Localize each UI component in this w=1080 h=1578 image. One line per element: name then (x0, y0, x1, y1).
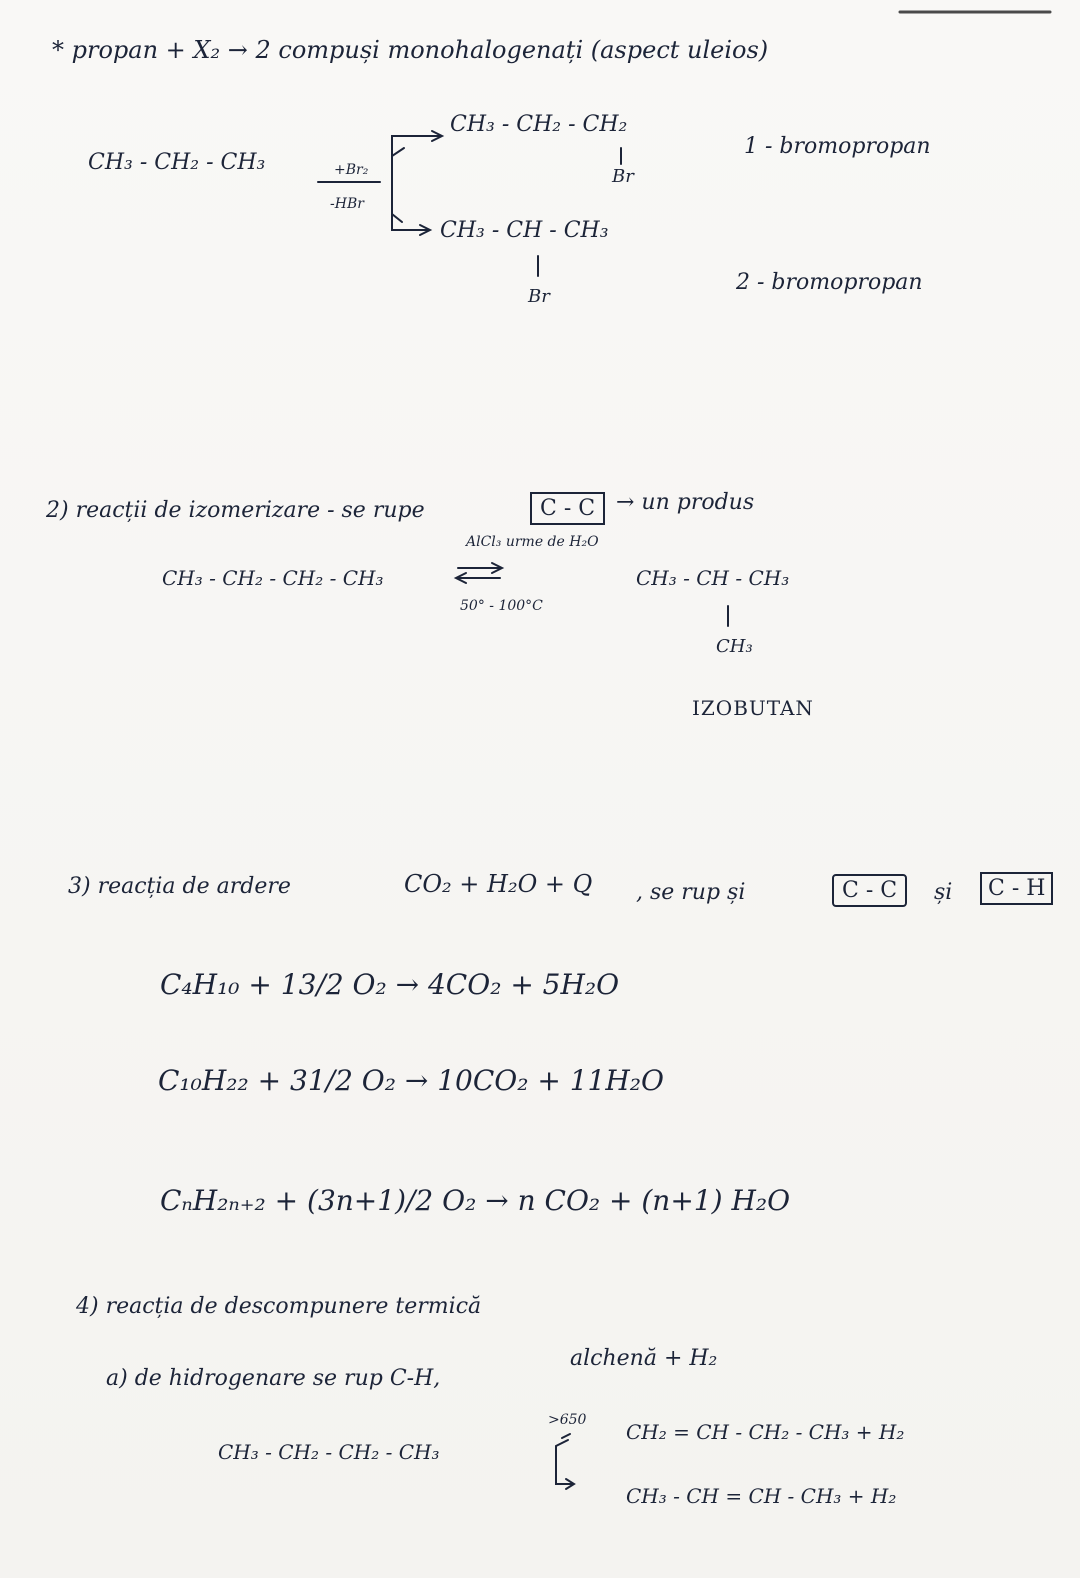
isobutane-name: IZOBUTAN (692, 696, 814, 720)
section2-title: 2) reacții de izomerizare - se rupe (46, 498, 425, 523)
isobutane-substituent: CH₃ (716, 636, 753, 657)
equation-decane: C₁₀H₂₂ + 31/2 O₂ → 10CO₂ + 11H₂O (158, 1064, 664, 1097)
catalyst-label: AlCl₃ urme de H₂O (466, 534, 599, 550)
condition-temperature: >650 (548, 1412, 587, 1428)
combustion-products: CO₂ + H₂O + Q (404, 870, 593, 898)
propane-formula: CH₃ - CH₂ - CH₃ (88, 150, 266, 175)
section4-sub-a: a) de hidrogenare se rup C-H, (106, 1366, 441, 1391)
product2-substituent: Br (528, 286, 550, 307)
reagent-br2: +Br₂ (334, 162, 369, 178)
section3-title: 3) reacția de ardere (68, 874, 291, 899)
equation-butane: C₄H₁₀ + 13/2 O₂ → 4CO₂ + 5H₂O (160, 968, 620, 1001)
temperature-label: 50° - 100°C (460, 598, 543, 614)
butane-reactant: CH₃ - CH₂ - CH₂ - CH₃ (218, 1440, 440, 1464)
product1-substituent: Br (612, 166, 634, 187)
section2-title-suffix: → un produs (616, 490, 755, 515)
product2-name: 2 - bromopropan (736, 270, 923, 295)
butane-formula: CH₃ - CH₂ - CH₂ - CH₃ (162, 566, 384, 590)
butene-2-product: CH₃ - CH = CH - CH₃ + H₂ (626, 1484, 897, 1508)
section3-note: , se rup și (636, 880, 746, 905)
product2-chain: CH₃ - CH - CH₃ (440, 218, 609, 243)
section4-sub-a-result: alchenă + H₂ (570, 1346, 718, 1371)
isobutane-chain: CH₃ - CH - CH₃ (636, 566, 790, 590)
section2-boxed-bond: C - C (530, 492, 605, 525)
product1-name: 1 - bromopropan (744, 134, 931, 159)
section1-title: * propan + X₂ → 2 compuși monohalogenați (aspect uleios) (52, 36, 769, 64)
section4-title: 4) reacția de descompunere termică (76, 1294, 482, 1319)
equation-general: CₙH₂ₙ₊₂ + (3n+1)/2 O₂ → n CO₂ + (n+1) H₂O (160, 1184, 791, 1217)
product1-chain: CH₃ - CH₂ - CH₂ (450, 112, 628, 137)
butene-1-product: CH₂ = CH - CH₂ - CH₃ + H₂ (626, 1420, 905, 1444)
section3-box-ch: C - H (980, 872, 1053, 905)
section3-box-cc: C - C (832, 874, 907, 907)
section3-conj: și (934, 880, 953, 905)
reagent-hbr: -HBr (330, 196, 364, 212)
